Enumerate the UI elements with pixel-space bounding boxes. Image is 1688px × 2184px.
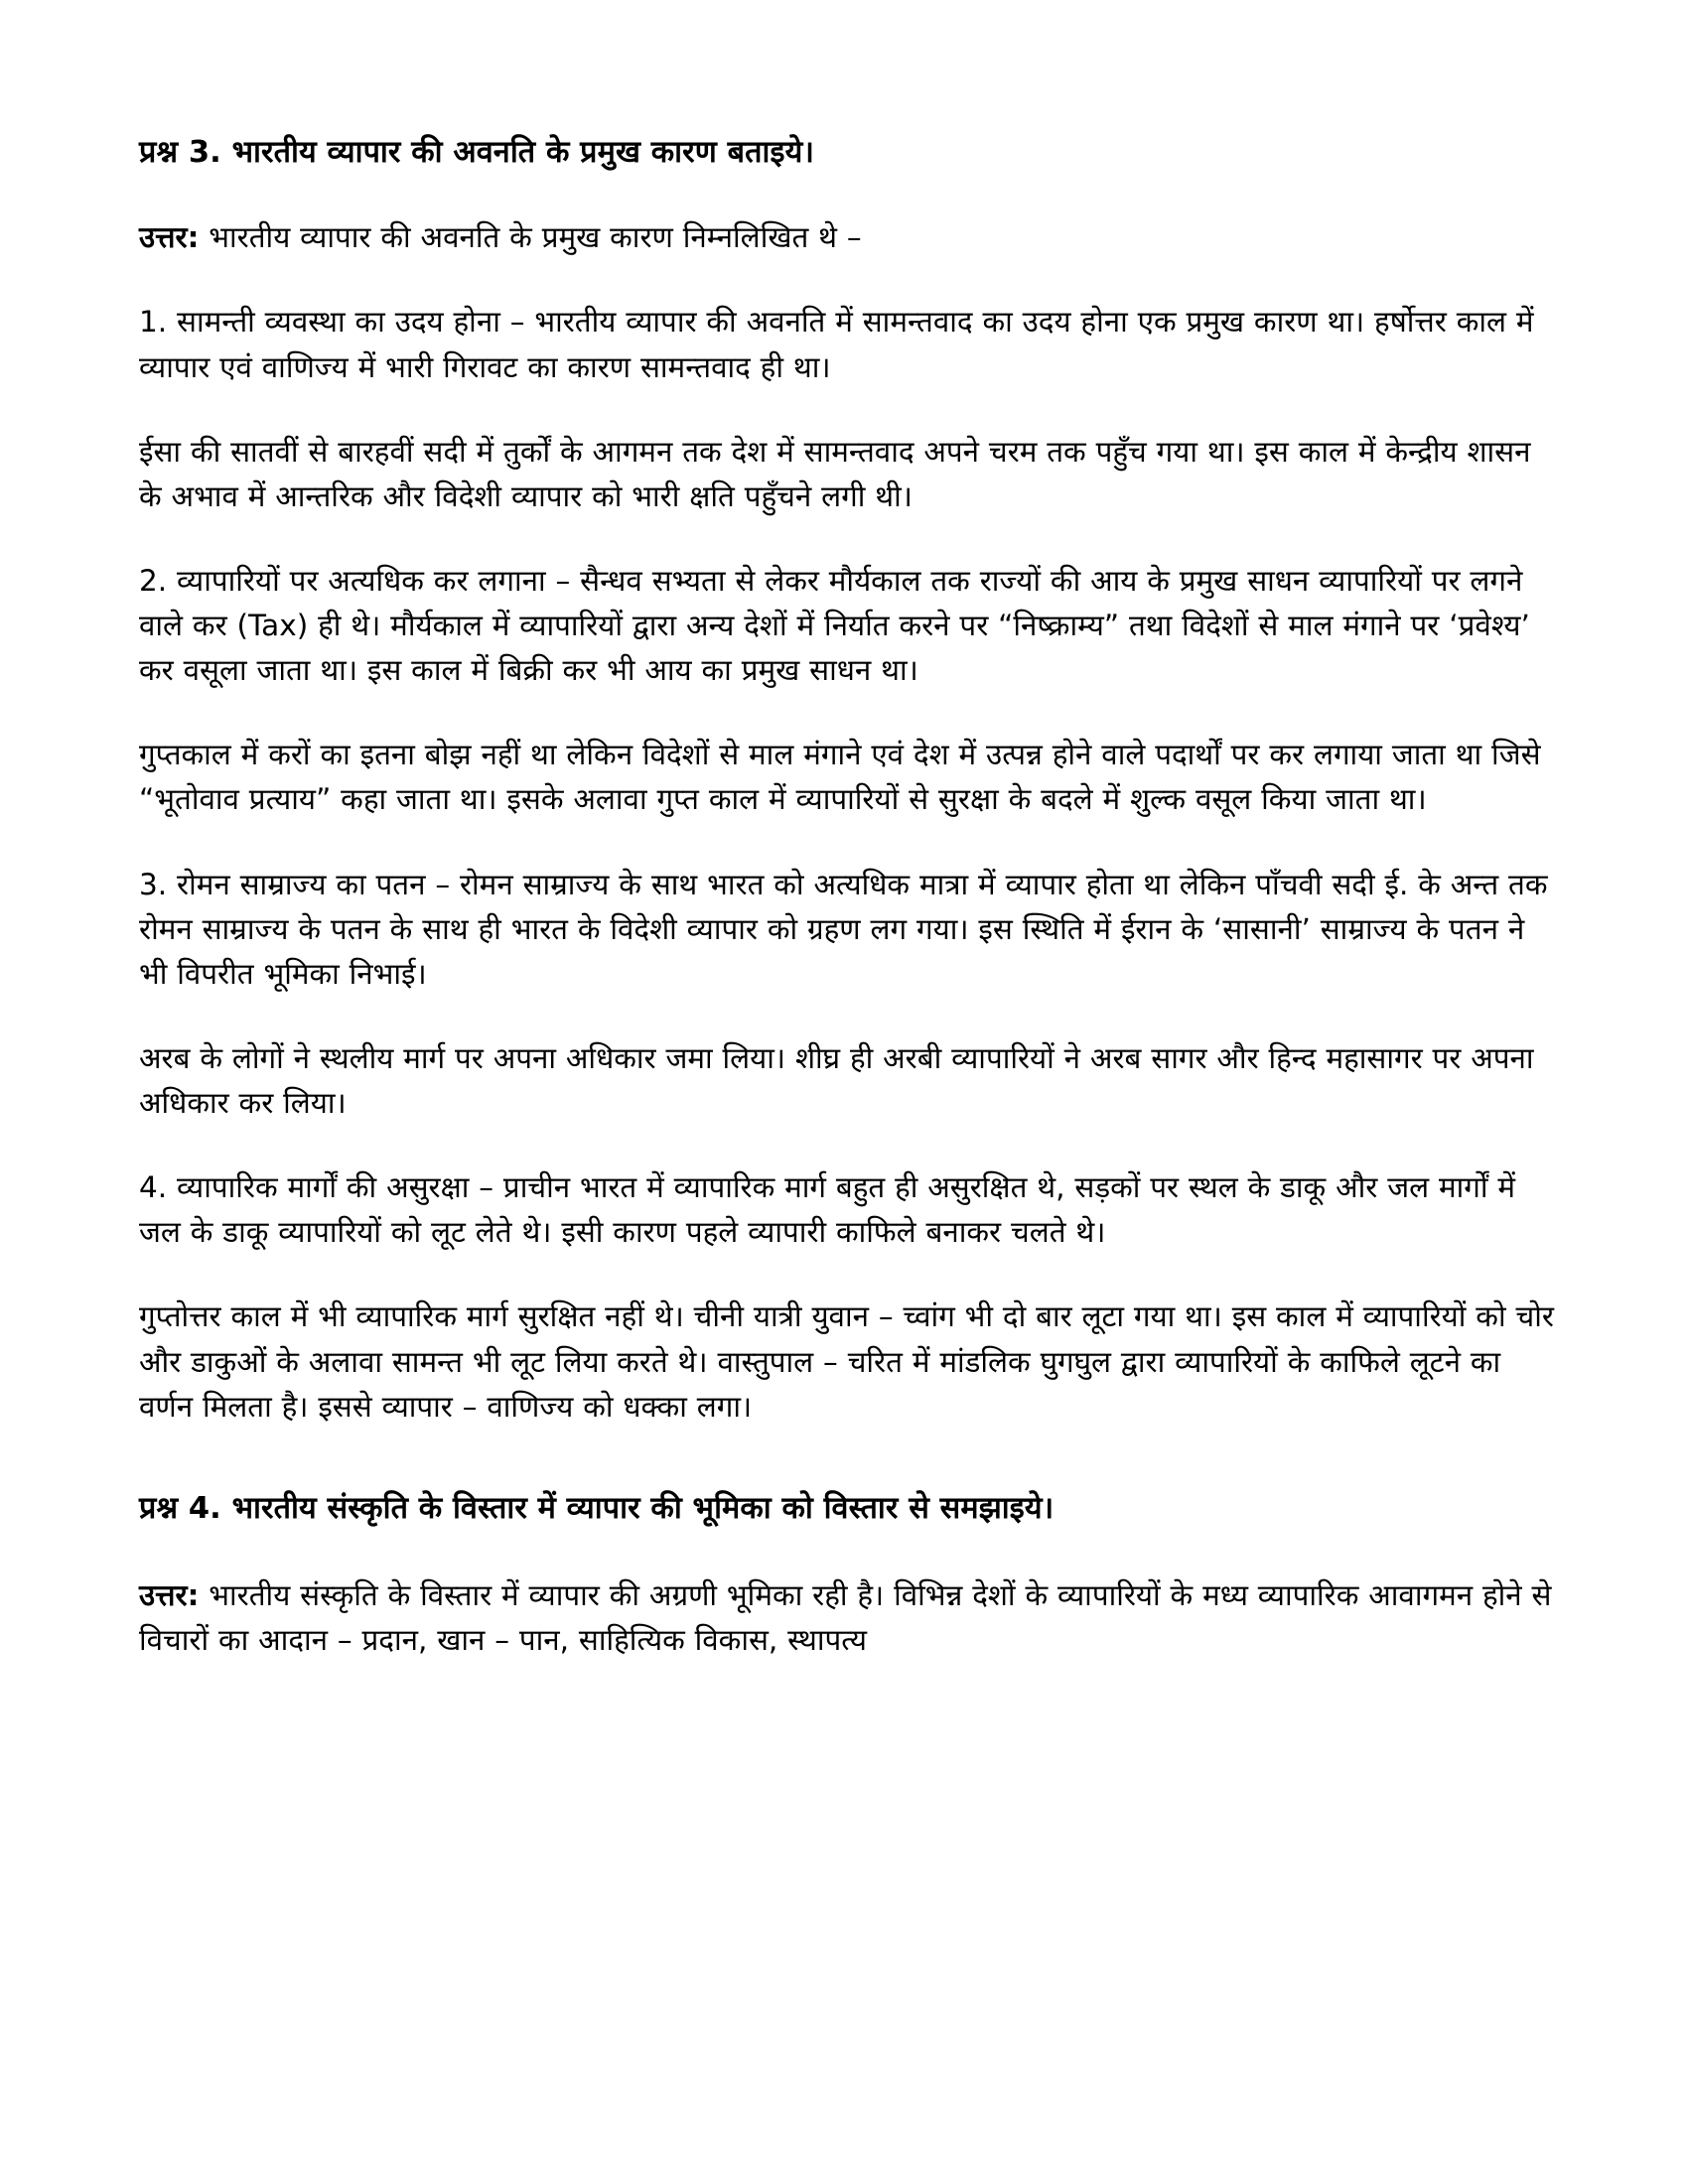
question-3-answer-intro [139,215,1557,260]
answer-paragraph-3: 2. व्यापारियों पर अत्यधिक कर लगाना – सैन्धव सभ्यता से लेकर मौर्यकाल तक राज्यों की आय के प्रमुख साधन व्यापारियों पर लगने वाले कर (Tax) ही थे। मौर्यकाल में व्यापारियों द्वारा अन्य देशों में निर्यात करने पर “निष्क्राम्य” तथा विदेशों से माल मंगाने पर ‘प्रवेश्य’ कर वसूला जाता था। इस काल में बिक्री कर भी आय का प्रमुख साधन था। [139,563,1530,688]
answer-paragraph-8: गुप्तोत्तर काल में भी व्यापारिक मार्ग सुरक्षित नहीं थे। चीनी यात्री युवान – च्वांग भी दो बार लूटा गया था। इस काल में व्यापारियों को चोर और डाकुओं के अलावा सामन्त भी लूट लिया करते थे। वास्तुपाल – चरित में मांडलिक घुगघुल द्वारा व्यापारियों के काफिले लूटने का वर्णन मिलता है। इससे व्यापार – वाणिज्य को धक्का लगा। [139,1299,1554,1424]
answer-paragraph-4: गुप्तकाल में करों का इतना बोझ नहीं था लेकिन विदेशों से माल मंगाने एवं देश में उत्पन्न होने वाले पदार्थों पर कर लगाया जाता था जिसे “भूतोवाव प्रत्याय” कहा जाता था। इसके अलावा गुप्त काल में व्यापारियों से सुरक्षा के बदले में शुल्क वसूल किया जाता था। [139,738,1541,817]
answer-paragraph-5: 3. रोमन साम्राज्य का पतन – रोमन साम्राज्य के साथ भारत को अत्यधिक मात्रा में व्यापार होता था लेकिन पाँचवी सदी ई. के अन्त तक रोमन साम्राज्य के पतन के साथ ही भारत के विदेशी व्यापार को ग्रहण लग गया। इस स्थिति में ईरान के ‘सासानी’ साम्राज्य के पतन ने भी विपरीत भूमिका निभाई। [139,867,1548,991]
answer-intro-text-q3: भारतीय व्यापार की अवनति के प्रमुख कारण निम्नलिखित थे – [199,220,862,255]
page-content [139,131,1557,1663]
answer-paragraph-7: 4. व्यापारिक मार्गों की असुरक्षा – प्राचीन भारत में व्यापारिक मार्ग बहुत ही असुरक्षित थे, सड़कों पर स्थल के डाकू और जल मार्गों में जल के डाकू व्यापारियों को लूट लेते थे। इसी कारण पहले व्यापारी काफिले बनाकर चलते थे। [139,1170,1516,1250]
answer-label-q3: उत्तर: [139,220,200,255]
answer-paragraph-6: अरब के लोगों ने स्थलीय मार्ग पर अपना अधिकार जमा लिया। शीघ्र ही अरबी व्यापारियों ने अरब सागर और हिन्द महासागर पर अपना अधिकार कर लिया। [139,1040,1534,1121]
answer-paragraph-2: ईसा की सातवीं से बारहवीं सदी में तुर्कों के आगमन तक देश में सामन्तवाद अपने चरम तक पहुँच गया था। इस काल में केन्द्रीय शासन के अभाव में आन्तरिक और विदेशी व्यापार को भारी क्षति पहुँचने लगी थी। [139,434,1531,513]
question-3-heading: प्रश्न 3. भारतीय व्यापार की अवनति के प्रमुख कारण बताइये। [139,135,815,170]
answer-label-q4: उत्तर: [139,1578,200,1613]
question-4-heading: प्रश्न 4. भारतीय संस्कृति के विस्तार में व्यापार की भूमिका को विस्तार से समझाइये। [139,1490,1055,1526]
question-4-answer-intro [139,1573,1557,1663]
answer-intro-text-q4: भारतीय संस्कृति के विस्तार में व्यापार की अग्रणी भूमिका रही है। विभिन्न देशों के व्यापारियों के मध्य व्यापारिक आवागमन होने से विचारों का आदान – प्रदान, खान – पान, साहित्यिक विकास, स्थापत्य [139,1578,1552,1658]
answer-paragraph-1: 1. सामन्ती व्यवस्था का उदय होना – भारतीय व्यापार की अवनति में सामन्तवाद का उदय होना एक प्रमुख कारण था। हर्षोत्तर काल में व्यापार एवं वाणिज्य में भारी गिरावट का कारण सामन्तवाद ही था। [139,305,1534,384]
